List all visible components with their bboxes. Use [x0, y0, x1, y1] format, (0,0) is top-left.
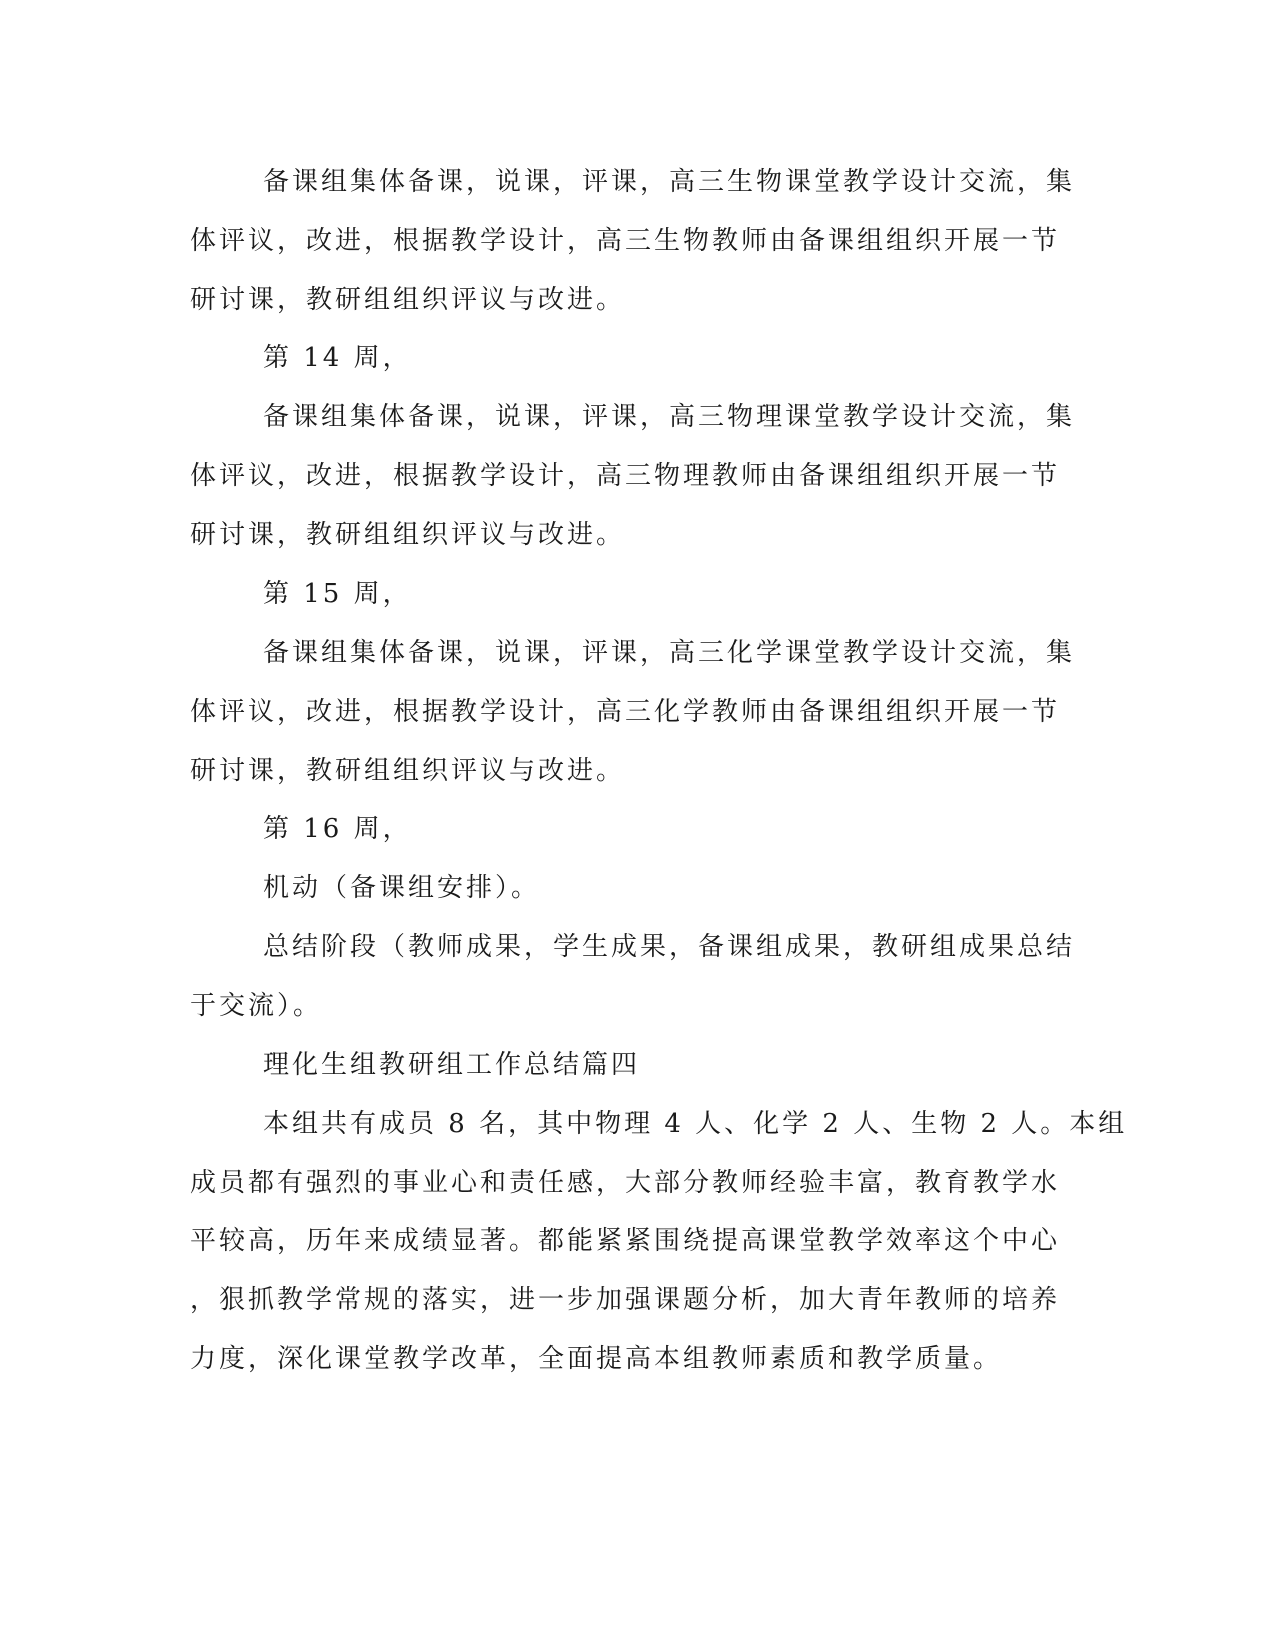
week-heading: 第 14 周，: [263, 343, 412, 373]
paragraph-line: 机动（备课组安排）。: [263, 873, 541, 903]
paragraph-line: 研讨课，教研组组织评议与改进。: [190, 756, 626, 786]
paragraph-line: 体评议，改进，根据教学设计，高三生物教师由备课组组织开展一节: [190, 226, 1061, 256]
paragraph-line: 本组共有成员 8 名，其中物理 4 人、化学 2 人、生物 2 人。本组: [263, 1109, 1128, 1139]
week-heading: 第 15 周，: [263, 579, 412, 609]
paragraph-line: 体评议，改进，根据教学设计，高三化学教师由备课组组织开展一节: [190, 697, 1061, 727]
paragraph-line: 研讨课，教研组组织评议与改进。: [190, 285, 626, 315]
paragraph-line: 于交流）。: [190, 991, 323, 1021]
paragraph-line: 力度，深化课堂教学改革，全面提高本组教师素质和教学质量。: [190, 1344, 1003, 1374]
paragraph-line: 成员都有强烈的事业心和责任感，大部分教师经验丰富，教育教学水: [190, 1168, 1061, 1198]
paragraph-line: 平较高，历年来成绩显著。都能紧紧围绕提高课堂教学效率这个中心: [190, 1226, 1061, 1256]
paragraph-line: 研讨课，教研组组织评议与改进。: [190, 520, 626, 550]
paragraph-line: 备课组集体备课，说课，评课，高三生物课堂教学设计交流，集: [263, 167, 1076, 197]
section-heading: 理化生组教研组工作总结篇四: [263, 1050, 641, 1080]
paragraph-line: 备课组集体备课，说课，评课，高三化学课堂教学设计交流，集: [263, 638, 1076, 668]
paragraph-line: ，狠抓教学常规的落实，进一步加强课题分析，加大青年教师的培养: [190, 1285, 1061, 1315]
paragraph-line: 总结阶段（教师成果，学生成果，备课组成果，教研组成果总结: [263, 932, 1076, 962]
week-heading: 第 16 周，: [263, 814, 412, 844]
paragraph-line: 体评议，改进，根据教学设计，高三物理教师由备课组组织开展一节: [190, 461, 1061, 491]
paragraph-line: 备课组集体备课，说课，评课，高三物理课堂教学设计交流，集: [263, 402, 1076, 432]
